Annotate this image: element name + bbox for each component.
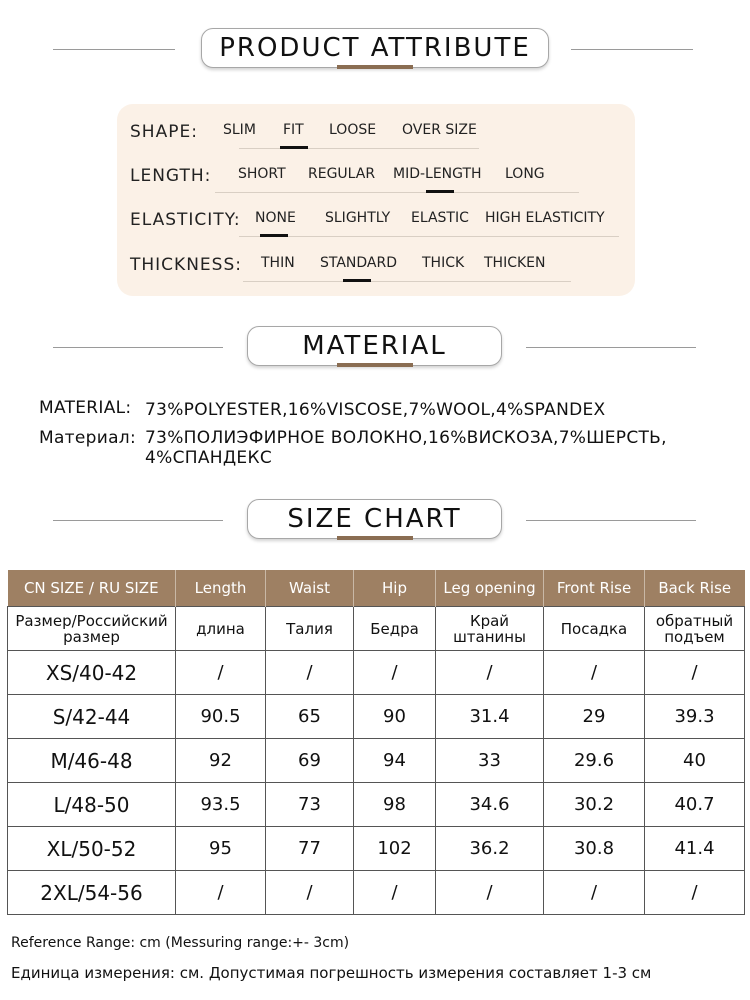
attribute-option: LONG	[505, 166, 545, 182]
table-cell: /	[354, 871, 436, 915]
table-row	[8, 827, 745, 871]
column-header: Leg opening	[436, 570, 544, 607]
column-header: Back Rise	[645, 570, 745, 607]
table-cell: 2XL/54-56	[8, 871, 176, 915]
attribute-option: STANDARD	[320, 255, 398, 271]
attribute-option: OVER SIZE	[402, 122, 477, 138]
divider-left	[53, 520, 223, 521]
table-cell: 77	[266, 827, 354, 871]
attribute-label: SHAPE:	[130, 122, 198, 142]
column-header: CN SIZE / RU SIZE	[8, 570, 176, 607]
table-cell: 90	[354, 695, 436, 739]
divider-left	[53, 49, 175, 50]
material-header	[0, 326, 750, 370]
divider-right	[526, 520, 696, 521]
table-cell: 94	[354, 739, 436, 783]
title-underline	[337, 536, 413, 540]
attribute-rule	[239, 148, 479, 149]
attribute-panel	[117, 104, 635, 296]
table-cell: 93.5	[176, 783, 266, 827]
ru-column-header: Бедра	[354, 607, 436, 651]
table-header-row	[8, 570, 745, 607]
table-cell: /	[645, 651, 745, 695]
table-cell: 102	[354, 827, 436, 871]
table-cell: /	[266, 651, 354, 695]
table-cell: 33	[436, 739, 544, 783]
table-cell: 30.2	[544, 783, 645, 827]
table-row	[8, 783, 745, 827]
material-value-ru: 73%ПОЛИЭФИРНОЕ ВОЛОКНО,16%ВИСКОЗА,7%ШЕРСТЬ,	[145, 428, 667, 448]
table-cell: /	[645, 871, 745, 915]
table-cell: M/46-48	[8, 739, 176, 783]
attribute-row-length	[117, 162, 635, 192]
attribute-label: ELASTICITY:	[130, 210, 241, 230]
divider-left	[53, 347, 223, 348]
ru-column-header: Посадка	[544, 607, 645, 651]
attribute-row-thickness	[117, 251, 635, 281]
table-cell: /	[544, 871, 645, 915]
table-cell: 41.4	[645, 827, 745, 871]
attribute-option: SLIGHTLY	[325, 210, 391, 226]
section-title: PRODUCT ATTRIBUTE	[201, 28, 549, 68]
size-table	[7, 570, 745, 915]
column-header: Waist	[266, 570, 354, 607]
material-label-ru: Материал:	[39, 428, 136, 448]
table-cell: /	[354, 651, 436, 695]
table-row	[8, 739, 745, 783]
section-title: SIZE CHART	[247, 499, 502, 539]
attribute-rule	[243, 281, 571, 282]
table-cell: 95	[176, 827, 266, 871]
attribute-option: NONE	[255, 210, 296, 226]
table-cell: /	[544, 651, 645, 695]
table-row	[8, 651, 745, 695]
table-cell: /	[176, 871, 266, 915]
column-header: Front Rise	[544, 570, 645, 607]
table-cell: 29.6	[544, 739, 645, 783]
ru-column-header: обратный подъем	[645, 607, 745, 651]
table-cell: XL/50-52	[8, 827, 176, 871]
selected-marker	[280, 146, 308, 149]
table-cell: 29	[544, 695, 645, 739]
table-cell: 90.5	[176, 695, 266, 739]
table-cell: 73	[266, 783, 354, 827]
attribute-rule	[239, 236, 619, 237]
title-underline	[337, 363, 413, 367]
attribute-option: REGULAR	[308, 166, 376, 182]
ru-column-header: длина	[176, 607, 266, 651]
section-title: MATERIAL	[247, 326, 502, 366]
size-chart-header	[0, 499, 750, 543]
table-cell: /	[266, 871, 354, 915]
selected-marker	[343, 279, 371, 282]
table-cell: 69	[266, 739, 354, 783]
attribute-option: FIT	[283, 122, 304, 138]
attribute-option: THICKEN	[484, 255, 546, 271]
table-cell: 65	[266, 695, 354, 739]
attribute-option: SHORT	[238, 166, 286, 182]
attribute-rule	[215, 192, 579, 193]
table-cell: 98	[354, 783, 436, 827]
table-cell: 31.4	[436, 695, 544, 739]
title-underline	[337, 65, 413, 69]
selected-marker	[260, 234, 288, 237]
table-cell: 40	[645, 739, 745, 783]
ru-column-header: Край штанины	[436, 607, 544, 651]
ru-column-header: Талия	[266, 607, 354, 651]
table-cell: 39.3	[645, 695, 745, 739]
attribute-label: THICKNESS:	[130, 255, 242, 275]
attribute-row-shape	[117, 118, 635, 148]
ru-header-row	[8, 607, 745, 651]
table-cell: 40.7	[645, 783, 745, 827]
attribute-option: SLIM	[223, 122, 256, 138]
material-value-ru-cont: 4%СПАНДЕКС	[145, 448, 272, 468]
reference-note-en: Reference Range: cm (Messuring range:+- 3cm)	[11, 935, 350, 951]
table-cell: 30.8	[544, 827, 645, 871]
material-value-en: 73%POLYESTER,16%VISCOSE,7%WOOL,4%SPANDEX	[145, 400, 606, 420]
table-cell: /	[436, 871, 544, 915]
table-cell: 36.2	[436, 827, 544, 871]
table-row	[8, 695, 745, 739]
table-cell: S/42-44	[8, 695, 176, 739]
table-cell: XS/40-42	[8, 651, 176, 695]
product-attribute-header	[0, 28, 750, 72]
material-label-en: MATERIAL:	[39, 398, 132, 418]
reference-note-ru: Единица измерения: см. Допустимая погрешность измерения составляет 1-3 см	[11, 964, 652, 982]
table-cell: /	[436, 651, 544, 695]
attribute-option: ELASTIC	[411, 210, 469, 226]
attribute-row-elasticity	[117, 206, 635, 236]
table-cell: 92	[176, 739, 266, 783]
ru-column-header: Размер/Российский размер	[8, 607, 176, 651]
attribute-label: LENGTH:	[130, 166, 212, 186]
column-header: Length	[176, 570, 266, 607]
table-row	[8, 871, 745, 915]
attribute-option: MID-LENGTH	[393, 166, 482, 182]
table-cell: /	[176, 651, 266, 695]
attribute-option: LOOSE	[329, 122, 377, 138]
table-cell: 34.6	[436, 783, 544, 827]
divider-right	[571, 49, 693, 50]
divider-right	[526, 347, 696, 348]
table-cell: L/48-50	[8, 783, 176, 827]
attribute-option: THIN	[261, 255, 295, 271]
attribute-option: HIGH ELASTICITY	[485, 210, 605, 226]
attribute-option: THICK	[422, 255, 465, 271]
column-header: Hip	[354, 570, 436, 607]
selected-marker	[426, 190, 454, 193]
